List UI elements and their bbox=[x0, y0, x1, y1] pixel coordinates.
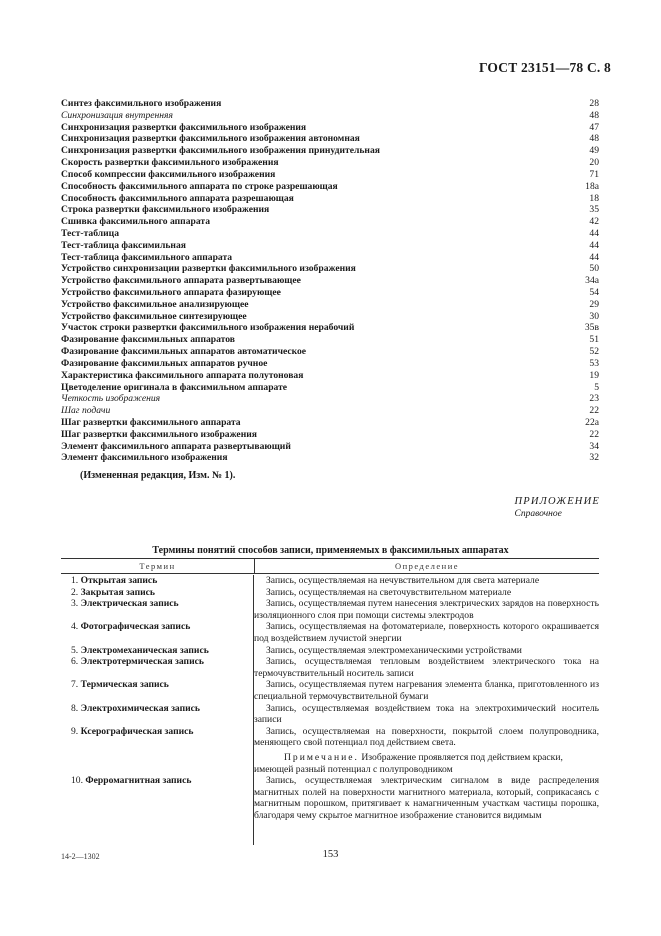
definition-cell: Запись, осуществляемая электромеханическими устройствами bbox=[266, 644, 522, 656]
index-entry bbox=[61, 311, 599, 323]
index-term: Синхронизация развертки факсимильного изображения bbox=[61, 121, 307, 133]
appendix-subtitle: Справочное bbox=[514, 509, 562, 519]
note-text: Изображение проявляется под действием краски, имеющей разный потенциал с полупроводником bbox=[254, 751, 563, 775]
term-number: 1. bbox=[71, 575, 79, 586]
table-row bbox=[61, 656, 599, 679]
index-entry bbox=[61, 417, 599, 429]
index-page-ref: 5 bbox=[594, 381, 599, 393]
term-cell bbox=[61, 703, 254, 726]
index-entry bbox=[61, 393, 599, 405]
index-page-ref: 51 bbox=[589, 334, 599, 346]
index-entry bbox=[61, 382, 599, 394]
index-term: Шаг подачи bbox=[61, 405, 111, 417]
term-number: 7. bbox=[71, 679, 79, 691]
term-number: 8. bbox=[71, 702, 79, 714]
page-header: ГОСТ 23151—78 С. 8 bbox=[478, 60, 611, 75]
index-term: Тест-таблица факсимильная bbox=[61, 239, 186, 251]
index-term: Фазирование факсимильных аппаратов bbox=[61, 334, 235, 346]
index-entry bbox=[61, 370, 599, 382]
term-number: 5. bbox=[71, 644, 79, 656]
term-cell bbox=[61, 775, 254, 821]
index-page-ref: 44 bbox=[589, 239, 599, 251]
index-page-ref: 48 bbox=[589, 133, 599, 145]
index-entry bbox=[61, 358, 599, 370]
index-term: Четкость изображения bbox=[61, 393, 161, 405]
index-term: Фазирование факсимильных аппаратов ручное bbox=[61, 357, 268, 369]
term-number: 10. bbox=[71, 775, 83, 787]
index-term: Способ компрессии факсимильного изображения bbox=[61, 168, 276, 180]
term-number: 9. bbox=[71, 725, 79, 737]
index-term: Участок строки развертки факсимильного изображения нерабочий bbox=[61, 322, 355, 334]
index-term: Синтез факсимильного изображения bbox=[61, 98, 222, 109]
index-page-ref: 50 bbox=[589, 263, 599, 275]
index-entry bbox=[61, 98, 599, 110]
index-page-ref: 48 bbox=[589, 109, 599, 121]
index-term: Скорость развертки факсимильного изображения bbox=[61, 157, 279, 169]
index-entry bbox=[61, 441, 599, 453]
definition-cell: Запись, осуществляемая тепловым воздействием электрического тока на термочувствительный носитель записи bbox=[254, 656, 599, 679]
table-row bbox=[61, 575, 599, 587]
print-code: 14-2—1302 bbox=[61, 852, 100, 861]
index-term: Синхронизация развертки факсимильного изображения автономная bbox=[61, 133, 360, 145]
note-label: Примечание. bbox=[284, 751, 359, 763]
note-spacer bbox=[61, 752, 254, 775]
appendix-title: ПРИЛОЖЕНИЕ bbox=[514, 496, 600, 507]
note-text-block bbox=[254, 752, 599, 775]
term-cell bbox=[61, 575, 254, 587]
index-entry bbox=[61, 110, 599, 122]
term-cell bbox=[61, 621, 254, 644]
index-term: Синхронизация внутренняя bbox=[61, 109, 173, 121]
definition-cell: Запись, осуществляемая на нечувствительном для света материале bbox=[266, 575, 540, 586]
term-number: 6. bbox=[71, 656, 79, 668]
index-entry bbox=[61, 346, 599, 358]
index-entry bbox=[61, 181, 599, 193]
term-name: Электрическая запись bbox=[80, 598, 179, 610]
term-name: Открытая запись bbox=[80, 575, 158, 586]
table-row bbox=[61, 598, 599, 621]
table-header bbox=[61, 558, 599, 574]
term-name: Электротермическая запись bbox=[80, 656, 204, 668]
index-term: Устройство факсимильное синтезирующее bbox=[61, 310, 247, 322]
index-entry bbox=[61, 204, 599, 216]
index-page-ref: 49 bbox=[589, 145, 599, 157]
index-page-ref: 71 bbox=[589, 168, 599, 180]
index-entry bbox=[61, 145, 599, 157]
index-entry bbox=[61, 287, 599, 299]
table-row bbox=[61, 775, 599, 821]
term-cell bbox=[61, 598, 254, 621]
index-term: Элемент факсимильного аппарата развертывающий bbox=[61, 440, 291, 452]
index-term: Строка развертки факсимильного изображения bbox=[61, 204, 270, 216]
index-entry bbox=[61, 263, 599, 275]
appendix-heading bbox=[515, 496, 601, 519]
index-page-ref: 44 bbox=[589, 251, 599, 263]
index-term: Элемент факсимильного изображения bbox=[61, 452, 228, 464]
index-page-ref: 29 bbox=[589, 298, 599, 310]
definition-cell: Запись, осуществляемая на поверхности, покрытой слоем полупроводника, меняющего свой потенциал под действием света. bbox=[254, 725, 599, 749]
term-number: 4. bbox=[71, 621, 79, 633]
index-term: Шаг развертки факсимильного аппарата bbox=[61, 416, 241, 428]
index-entry bbox=[61, 334, 599, 346]
index-term: Тест-таблица bbox=[61, 227, 119, 239]
index-page-ref: 18а bbox=[585, 180, 599, 192]
index-term: Синхронизация развертки факсимильного изображения принудительная bbox=[61, 145, 380, 157]
term-name: Электрохимическая запись bbox=[80, 702, 200, 714]
index-page-ref: 34а bbox=[585, 275, 599, 287]
definition-cell: Запись, осуществляемая воздействием тока на электрохимический носитель записи bbox=[254, 702, 599, 726]
index-entry bbox=[61, 322, 599, 334]
index-term: Тест-таблица факсимильного аппарата bbox=[61, 251, 233, 263]
index-page-ref: 20 bbox=[589, 157, 599, 169]
index-term: Устройство факсимильного аппарата фазирующее bbox=[61, 287, 281, 298]
term-cell bbox=[61, 656, 254, 679]
term-name: Фотографическая запись bbox=[80, 621, 191, 633]
index-term: Шаг развертки факсимильного изображения bbox=[61, 428, 257, 440]
index-term: Способность факсимильного аппарата по строке разрешающая bbox=[61, 180, 338, 192]
index-page-ref: 18 bbox=[589, 192, 599, 204]
table-row bbox=[61, 645, 599, 657]
index-entry bbox=[61, 122, 599, 134]
definition-cell: Запись, осуществляемая электрическим сигналом в виде распределения магнитных полей на поверхности магнитного материала, который, соприкасаясь с магнитным порошком, притягивает к намагниченным участкам частицы порошка, благодаря чему скрытое магнитное изображение становится видимым bbox=[254, 775, 599, 821]
index-term: Устройство факсимильное анализирующее bbox=[61, 298, 249, 310]
index-page-ref: 28 bbox=[589, 98, 599, 109]
index-page-ref: 22 bbox=[589, 428, 599, 440]
index-page-ref: 54 bbox=[589, 287, 599, 298]
index-term: Устройство факсимильного аппарата развертывающее bbox=[61, 275, 301, 287]
term-cell bbox=[61, 679, 254, 702]
index-entry bbox=[61, 240, 599, 252]
term-name: Ксерографическая запись bbox=[80, 725, 194, 737]
index-page-ref: 53 bbox=[589, 357, 599, 369]
index-page-ref: 23 bbox=[589, 393, 599, 405]
index-page-ref: 35в bbox=[584, 322, 599, 334]
index-term: Устройство синхронизации развертки факсимильного изображения bbox=[61, 263, 356, 275]
index-page-ref: 34 bbox=[589, 440, 599, 452]
terms-table-body bbox=[61, 575, 599, 821]
index-term: Характеристика факсимильного аппарата полутоновая bbox=[61, 369, 304, 381]
index-page-ref: 30 bbox=[589, 310, 599, 322]
term-number: 2. bbox=[71, 586, 79, 598]
index-term: Фазирование факсимильных аппаратов автоматическое bbox=[61, 346, 307, 358]
term-name: Ферромагнитная запись bbox=[85, 775, 192, 787]
index-entry bbox=[61, 193, 599, 205]
index-entry bbox=[61, 252, 599, 264]
term-cell bbox=[61, 726, 254, 749]
index-entry bbox=[61, 157, 599, 169]
index-entry bbox=[61, 405, 599, 417]
page-number: 153 bbox=[322, 849, 339, 860]
term-name: Электромеханическая запись bbox=[80, 644, 209, 656]
table-row bbox=[61, 726, 599, 749]
table-row bbox=[61, 679, 599, 702]
index-entry bbox=[61, 216, 599, 228]
table-note bbox=[61, 752, 599, 775]
term-cell bbox=[61, 645, 254, 657]
index-entry bbox=[61, 133, 599, 145]
definition-cell: Запись, осуществляемая на светочувствительном материале bbox=[266, 586, 512, 598]
table-row bbox=[61, 621, 599, 644]
term-name: Закрытая запись bbox=[80, 586, 155, 598]
index-term: Сшивка факсимильного аппарата bbox=[61, 216, 211, 228]
table-row bbox=[61, 703, 599, 726]
table-row bbox=[61, 587, 599, 599]
column-header-definition: Определение bbox=[394, 561, 460, 571]
index-term: Способность факсимильного аппарата разрешающая bbox=[61, 192, 294, 204]
edition-note: (Измененная редакция, Изм. № 1). bbox=[80, 470, 236, 481]
index-term: Цветоделение оригинала в факсимильном аппарате bbox=[61, 381, 288, 393]
index-page-ref: 44 bbox=[589, 227, 599, 239]
index-entry bbox=[61, 275, 599, 287]
index-entry bbox=[61, 169, 599, 181]
index-page-ref: 32 bbox=[589, 452, 599, 464]
column-header-term: Термин bbox=[61, 559, 255, 573]
table-title: Термины понятий способов записи, применяемых в факсимильных аппаратах bbox=[152, 545, 509, 556]
index-page-ref: 19 bbox=[589, 369, 599, 381]
index-page-ref: 35 bbox=[589, 204, 599, 216]
term-name: Термическая запись bbox=[80, 679, 169, 691]
index-page-ref: 47 bbox=[589, 121, 599, 133]
index-entry bbox=[61, 452, 599, 464]
index-entry bbox=[61, 429, 599, 441]
definition-cell: Запись, осуществляемая на фотоматериале, поверхность которого окрашивается под воздействием лучистой энергии bbox=[254, 621, 599, 644]
definition-cell: Запись, осуществляемая путем нагревания элемента бланка, приготовленного из специальной термочувствительной бумаги bbox=[254, 679, 599, 702]
index-entry bbox=[61, 299, 599, 311]
index-page-ref: 22а bbox=[585, 416, 599, 428]
index-entry bbox=[61, 228, 599, 240]
index-page-ref: 22 bbox=[589, 405, 599, 417]
index-page-ref: 52 bbox=[589, 346, 599, 358]
definition-cell: Запись, осуществляемая путем нанесения электрических зарядов на поверхность изоляционного слоя при помощи системы электродов bbox=[254, 598, 599, 621]
index-page-ref: 42 bbox=[589, 216, 599, 228]
alphabetical-index bbox=[61, 98, 599, 464]
term-cell bbox=[61, 587, 254, 599]
term-number: 3. bbox=[71, 598, 79, 610]
